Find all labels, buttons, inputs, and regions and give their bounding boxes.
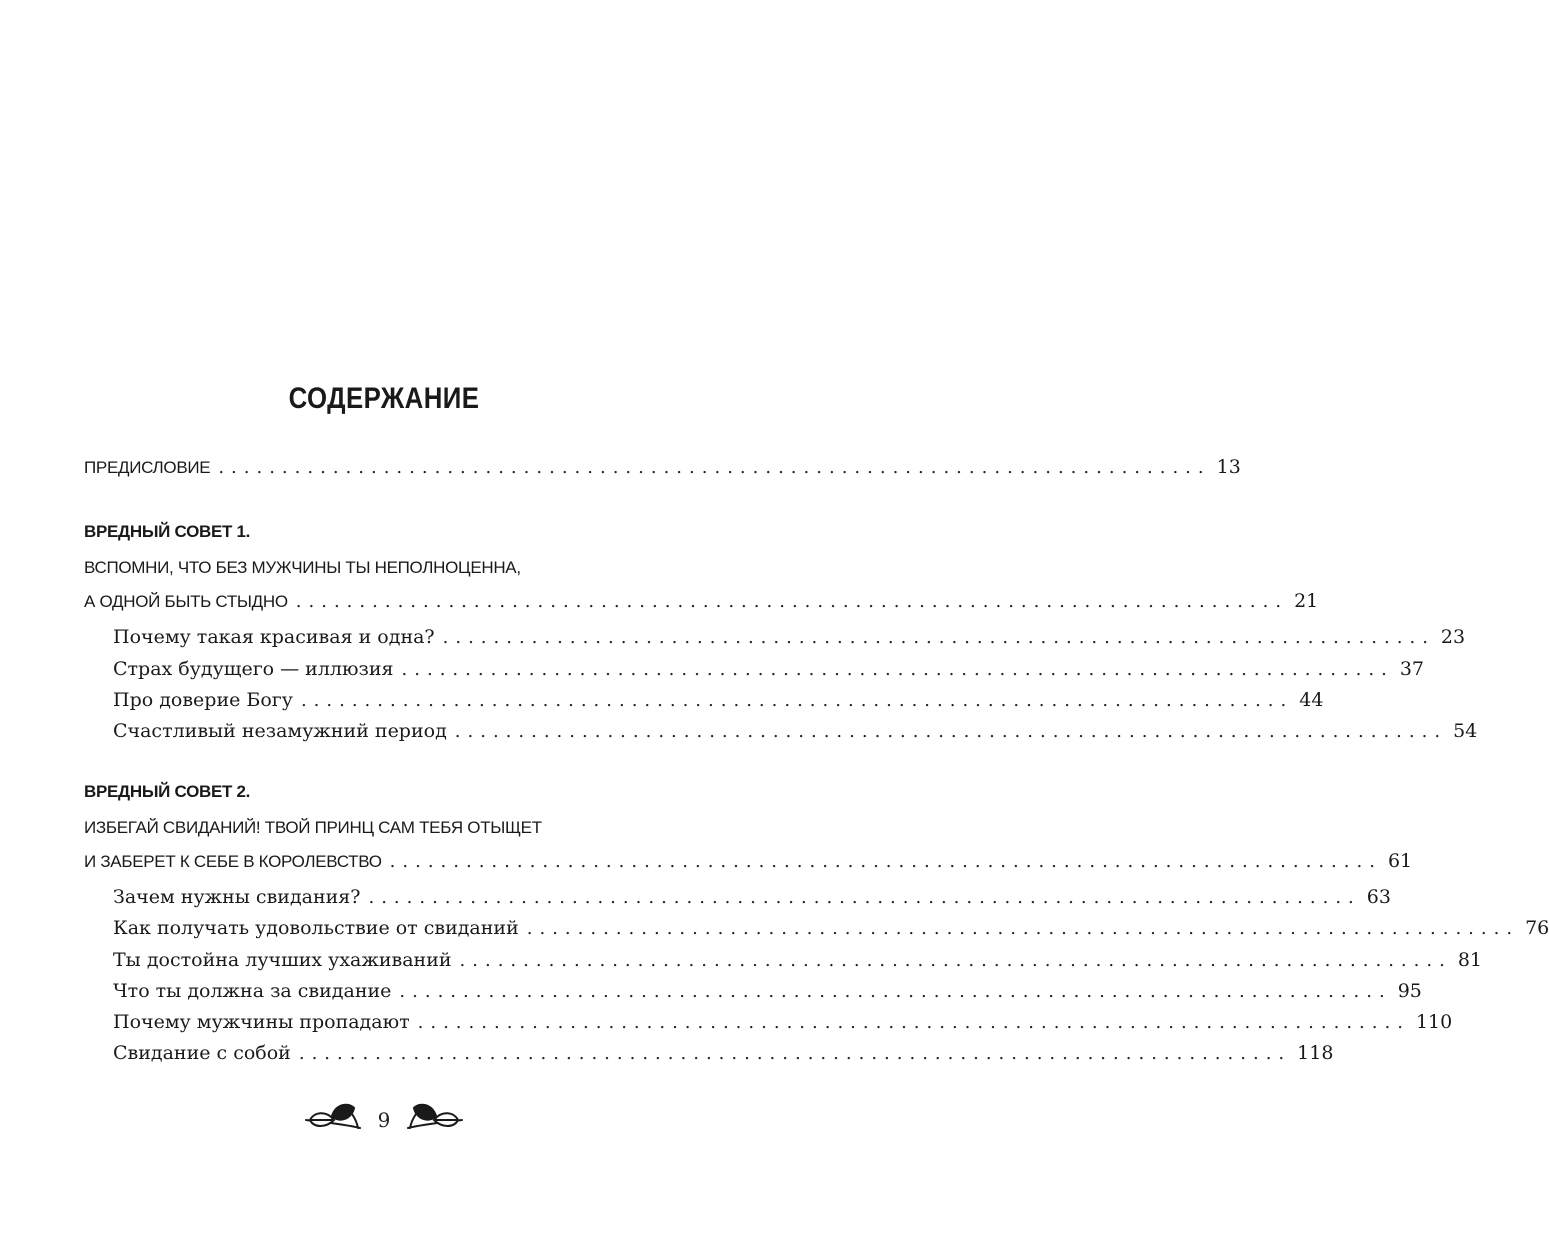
dot-leader: ..............................................................................	[295, 591, 1289, 612]
toc-page-number: 61	[1387, 850, 1413, 872]
dot-leader: ..............................................................................	[218, 457, 1211, 478]
toc-entry[interactable]	[113, 949, 1483, 971]
toc-entry-label: Счастливый незамужний период	[113, 720, 447, 742]
toc-entry-label: Зачем нужны свидания?	[113, 886, 361, 908]
toc-page-number: 37	[1399, 658, 1425, 680]
dot-leader: ..............................................................................	[368, 887, 1361, 908]
toc-entry[interactable]	[113, 1011, 1453, 1033]
toc-entry[interactable]	[113, 720, 1478, 742]
dot-leader: ..............................................................................	[526, 918, 1520, 939]
toc-entry-label: Почему мужчины пропадают	[113, 1011, 410, 1033]
section-heading	[84, 782, 641, 802]
toc-page-number: 54	[1453, 720, 1478, 742]
section-title-text: И ЗАБЕРЕТ К СЕБЕ В КОРОЛЕВСТВО	[84, 852, 382, 871]
dot-leader: ..............................................................................	[442, 627, 1435, 648]
dot-leader: ..............................................................................	[300, 690, 1294, 711]
section-title-line	[84, 558, 641, 578]
dot-leader: ..............................................................................	[417, 1012, 1410, 1033]
toc-page-number: 44	[1299, 689, 1324, 711]
toc-entry-label: Свидание с собой	[113, 1042, 291, 1064]
toc-page-number: 76	[1525, 917, 1549, 939]
section-title-text: А ОДНОЙ БЫТЬ СТЫДНО	[84, 592, 288, 611]
toc-entry-preface[interactable]	[84, 456, 1241, 478]
toc-entry[interactable]	[113, 689, 1324, 711]
section-heading-label: ВРЕДНЫЙ СОВЕТ 2.	[84, 782, 251, 801]
toc-entry-label: Страх будущего — иллюзия	[113, 658, 394, 680]
toc-entry[interactable]	[113, 1042, 1334, 1064]
toc-page-number: 95	[1397, 980, 1422, 1002]
toc-entry-section-2[interactable]	[84, 850, 1413, 872]
toc-page-number: 110	[1415, 1011, 1453, 1033]
toc-page-number: 23	[1440, 626, 1466, 648]
dot-leader: ..............................................................................	[459, 950, 1452, 971]
toc-entry[interactable]	[113, 886, 1391, 908]
section-title-text: ВСПОМНИ, ЧТО БЕЗ МУЖЧИНЫ ТЫ НЕПОЛНОЦЕННА,	[84, 558, 521, 577]
toc-page-number: 118	[1297, 1042, 1334, 1064]
dot-leader: ..............................................................................	[389, 851, 1382, 872]
toc-entry-label: Про доверие Богу	[113, 689, 293, 711]
toc-entry-label: Ты достойна лучших ухаживаний	[113, 949, 452, 971]
section-title-text: ИЗБЕГАЙ СВИДАНИЙ! ТВОЙ ПРИНЦ САМ ТЕБЯ ОТЫЩЕТ	[84, 818, 542, 837]
section-heading	[84, 522, 641, 542]
dot-leader: ..............................................................................	[454, 721, 1448, 742]
dot-leader: ..............................................................................	[399, 981, 1392, 1002]
toc-entry[interactable]	[113, 658, 1425, 680]
toc-entry-label: Как получать удовольствие от свиданий	[113, 917, 519, 939]
section-heading-label: ВРЕДНЫЙ СОВЕТ 1.	[84, 522, 251, 541]
toc-entry-label: ПРЕДИСЛОВИЕ	[84, 458, 211, 477]
toc-page-number: 13	[1216, 456, 1241, 478]
toc-page-number: 81	[1457, 949, 1483, 971]
dot-leader: ..............................................................................	[401, 659, 1394, 680]
dot-leader: ..............................................................................	[298, 1043, 1292, 1064]
toc-page-number: 63	[1366, 886, 1391, 908]
toc-entry[interactable]	[113, 917, 1549, 939]
page-number: 9	[377, 1108, 391, 1132]
toc-page-number: 21	[1294, 590, 1319, 612]
toc-entry[interactable]	[113, 626, 1466, 648]
toc-entry-section-1[interactable]	[84, 590, 1319, 612]
toc-entry-label: Что ты должна за свидание	[113, 980, 392, 1002]
toc-entry-label: Почему такая красивая и одна?	[113, 626, 435, 648]
page-title: СОДЕРЖАНИЕ	[288, 382, 480, 415]
section-title-line	[84, 818, 641, 838]
toc-entry[interactable]	[113, 980, 1422, 1002]
